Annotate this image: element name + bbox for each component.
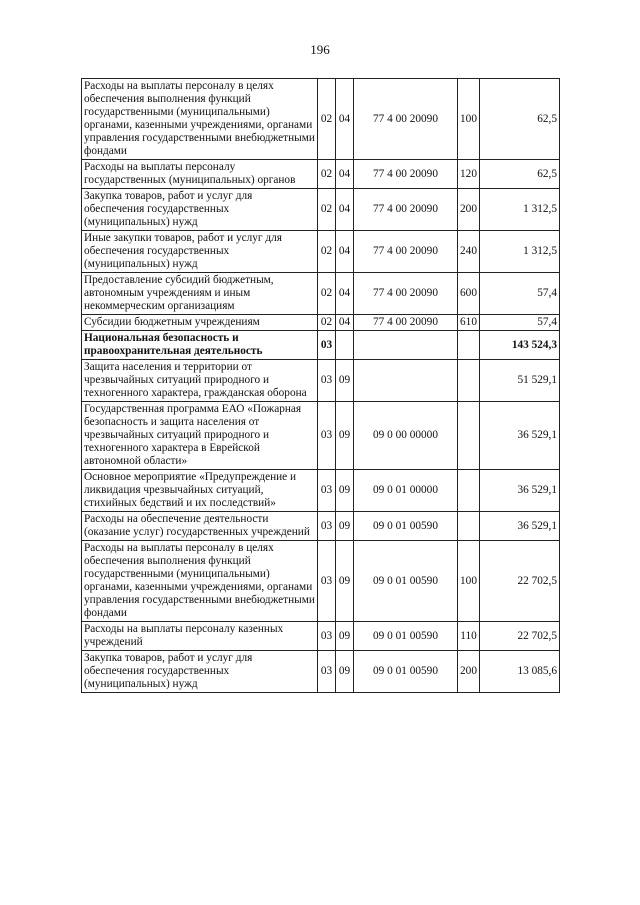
row-amount: 62,5	[480, 79, 560, 160]
table-row	[82, 622, 560, 651]
row-subsection-code: 09	[336, 470, 354, 512]
row-expense-type: 200	[458, 651, 480, 693]
budget-table	[81, 78, 560, 693]
table-row	[82, 360, 560, 402]
row-amount: 62,5	[480, 160, 560, 189]
row-expense-type	[458, 360, 480, 402]
row-target-article: 09 0 01 00590	[354, 512, 458, 541]
row-subsection-code: 04	[336, 189, 354, 231]
row-subsection-code: 04	[336, 231, 354, 273]
row-section-code: 02	[318, 79, 336, 160]
row-expense-type	[458, 512, 480, 541]
row-name: Государственная программа ЕАО «Пожарная безопасность и защита населения от чрезвычайных ситуаций природного и техногенного характера в Еврейской автономной области»	[82, 402, 318, 470]
row-section-code: 03	[318, 470, 336, 512]
row-name: Закупка товаров, работ и услуг для обеспечения государственных (муниципальных) нужд	[82, 189, 318, 231]
row-amount: 36 529,1	[480, 512, 560, 541]
table-row	[82, 189, 560, 231]
row-expense-type: 110	[458, 622, 480, 651]
row-expense-type: 600	[458, 273, 480, 315]
row-subsection-code: 04	[336, 315, 354, 331]
row-expense-type: 200	[458, 189, 480, 231]
row-section-code: 03	[318, 512, 336, 541]
row-subsection-code: 09	[336, 512, 354, 541]
row-name: Основное мероприятие «Предупреждение и ликвидация чрезвычайных ситуаций, стихийных бедствий и их последствий»	[82, 470, 318, 512]
table-row	[82, 541, 560, 622]
table-row	[82, 79, 560, 160]
row-section-code: 03	[318, 331, 336, 360]
row-subsection-code: 04	[336, 79, 354, 160]
row-amount: 57,4	[480, 273, 560, 315]
row-section-code: 03	[318, 541, 336, 622]
row-amount: 57,4	[480, 315, 560, 331]
row-amount: 1 312,5	[480, 231, 560, 273]
row-section-code: 02	[318, 160, 336, 189]
row-expense-type: 100	[458, 79, 480, 160]
row-amount: 13 085,6	[480, 651, 560, 693]
row-expense-type	[458, 470, 480, 512]
table-row	[82, 651, 560, 693]
row-expense-type: 610	[458, 315, 480, 331]
row-subsection-code: 09	[336, 541, 354, 622]
row-expense-type: 100	[458, 541, 480, 622]
row-subsection-code	[336, 331, 354, 360]
row-subsection-code: 09	[336, 651, 354, 693]
row-subsection-code: 04	[336, 273, 354, 315]
row-target-article: 77 4 00 20090	[354, 315, 458, 331]
budget-table-body	[82, 79, 560, 693]
row-section-code: 03	[318, 622, 336, 651]
row-target-article: 77 4 00 20090	[354, 79, 458, 160]
table-row	[82, 160, 560, 189]
row-target-article: 09 0 01 00590	[354, 622, 458, 651]
row-name: Расходы на выплаты персоналу в целях обеспечения выполнения функций государственными (муниципальными) органами, казенными учреждениями, органами управления государственными внебюджетными фондами	[82, 79, 318, 160]
table-row	[82, 273, 560, 315]
row-name: Расходы на выплаты персоналу казенных учреждений	[82, 622, 318, 651]
row-section-code: 03	[318, 651, 336, 693]
row-amount: 22 702,5	[480, 541, 560, 622]
row-expense-type: 120	[458, 160, 480, 189]
row-section-code: 02	[318, 189, 336, 231]
row-target-article: 09 0 01 00590	[354, 651, 458, 693]
row-target-article: 77 4 00 20090	[354, 231, 458, 273]
row-expense-type	[458, 402, 480, 470]
table-row	[82, 402, 560, 470]
row-expense-type	[458, 331, 480, 360]
row-name: Иные закупки товаров, работ и услуг для обеспечения государственных (муниципальных) нужд	[82, 231, 318, 273]
row-amount: 36 529,1	[480, 402, 560, 470]
row-subsection-code: 09	[336, 402, 354, 470]
row-name: Закупка товаров, работ и услуг для обеспечения государственных (муниципальных) нужд	[82, 651, 318, 693]
row-section-code: 03	[318, 360, 336, 402]
row-amount: 51 529,1	[480, 360, 560, 402]
row-target-article: 77 4 00 20090	[354, 160, 458, 189]
row-name: Субсидии бюджетным учреждениям	[82, 315, 318, 331]
row-name: Расходы на выплаты персоналу в целях обеспечения выполнения функций государственными (муниципальными) органами, казенными учреждениями, органами управления государственными внебюджетными фондами	[82, 541, 318, 622]
row-target-article: 09 0 01 00590	[354, 541, 458, 622]
row-amount: 1 312,5	[480, 189, 560, 231]
row-target-article: 09 0 00 00000	[354, 402, 458, 470]
row-subsection-code: 09	[336, 360, 354, 402]
table-row	[82, 231, 560, 273]
page-number: 196	[310, 42, 330, 57]
row-section-code: 02	[318, 231, 336, 273]
row-target-article: 77 4 00 20090	[354, 273, 458, 315]
row-target-article	[354, 360, 458, 402]
row-amount: 143 524,3	[480, 331, 560, 360]
row-name: Защита населения и территории от чрезвычайных ситуаций природного и техногенного характера, гражданская оборона	[82, 360, 318, 402]
table-row	[82, 331, 560, 360]
table-row	[82, 512, 560, 541]
row-name: Предоставление субсидий бюджетным, автономным учреждениям и иным некоммерческим организациям	[82, 273, 318, 315]
row-target-article	[354, 331, 458, 360]
table-row	[82, 315, 560, 331]
row-name: Расходы на выплаты персоналу государственных (муниципальных) органов	[82, 160, 318, 189]
row-section-code: 02	[318, 315, 336, 331]
table-row	[82, 470, 560, 512]
row-target-article: 09 0 01 00000	[354, 470, 458, 512]
row-subsection-code: 04	[336, 160, 354, 189]
row-name: Национальная безопасность и правоохранительная деятельность	[82, 331, 318, 360]
row-section-code: 03	[318, 402, 336, 470]
row-section-code: 02	[318, 273, 336, 315]
row-subsection-code: 09	[336, 622, 354, 651]
row-target-article: 77 4 00 20090	[354, 189, 458, 231]
row-expense-type: 240	[458, 231, 480, 273]
row-name: Расходы на обеспечение деятельности (оказание услуг) государственных учреждений	[82, 512, 318, 541]
row-amount: 36 529,1	[480, 470, 560, 512]
row-amount: 22 702,5	[480, 622, 560, 651]
